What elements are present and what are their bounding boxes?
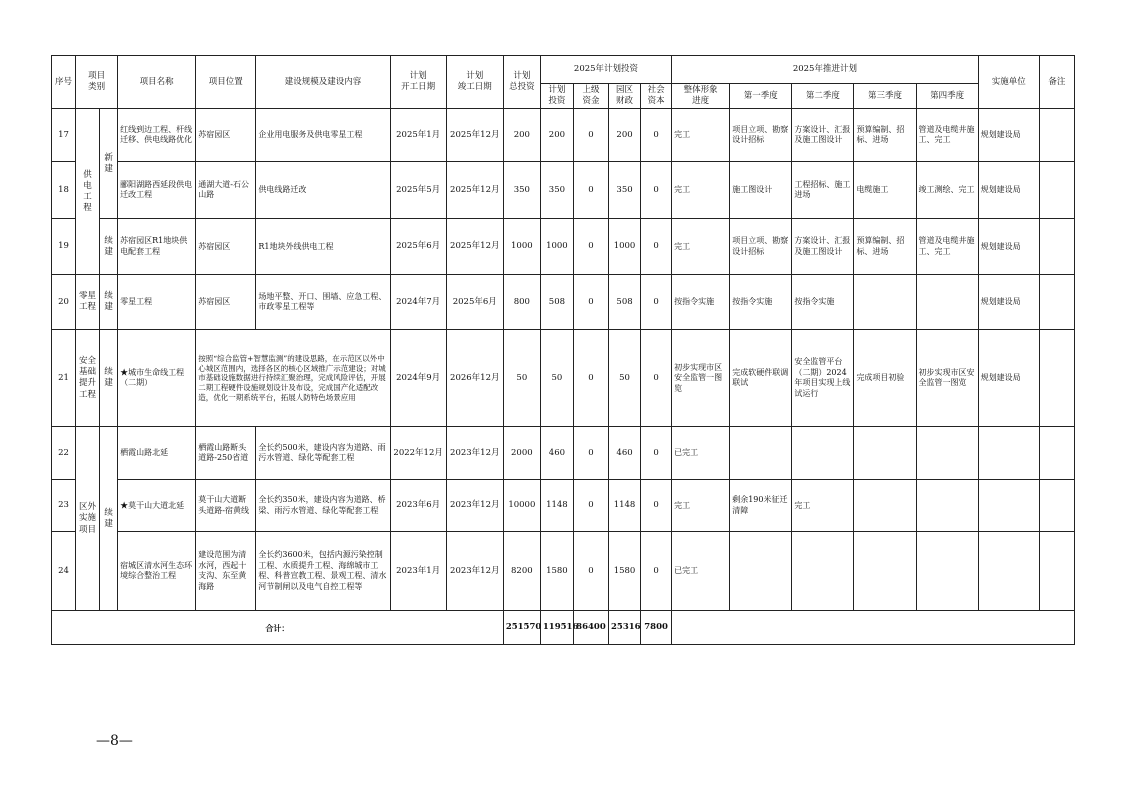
row-q4	[916, 427, 978, 480]
row-total: 50	[503, 330, 540, 427]
row-note	[1039, 532, 1074, 611]
header-progress-group: 2025年推进计划	[672, 56, 979, 84]
row-q4	[916, 532, 978, 611]
row-scale: 全长约500米，建设内容为道路、雨污水管道、绿化等配套工程	[256, 427, 390, 480]
header-start: 计划 开工日期	[390, 56, 446, 109]
row-park: 1580	[609, 532, 641, 611]
row-scale: 全长约3600米，包括内源污染控制工程、水质提升工程、海绵城市工程、科普宣教工程、景观工程、清水河节制闸以及电气自控工程等	[256, 532, 390, 611]
row-finish: 2025年12月	[446, 109, 503, 162]
row-finish: 2025年12月	[446, 219, 503, 275]
row-total: 2000	[503, 427, 540, 480]
row-park: 508	[609, 275, 641, 330]
totals-plan: 119516	[540, 611, 573, 645]
row-seq: 17	[52, 109, 76, 162]
row-note	[1039, 162, 1074, 219]
row-total: 10000	[503, 480, 540, 532]
row-finish: 2026年12月	[446, 330, 503, 427]
header-note: 备注	[1039, 56, 1074, 109]
row-start: 2024年7月	[390, 275, 446, 330]
row-total: 800	[503, 275, 540, 330]
subcategory-zero-cont	[100, 275, 118, 330]
row-name: 宿城区清水河生态环境综合整治工程	[118, 532, 196, 611]
row-social: 0	[641, 480, 672, 532]
subcategory-outside-cont	[100, 427, 118, 611]
table-row	[52, 109, 1075, 162]
row-park: 460	[609, 427, 641, 480]
row-scale: 企业用电服务及供电零星工程	[256, 109, 390, 162]
row-start: 2025年6月	[390, 219, 446, 275]
row-park: 350	[609, 162, 641, 219]
subcategory-power-new	[100, 109, 118, 219]
row-overall: 已完工	[672, 427, 730, 480]
investment-plan-table	[51, 55, 1075, 645]
row-q2: 安全监管平台（二期）2024年项目实现上线试运行	[792, 330, 854, 427]
row-overall: 完工	[672, 162, 730, 219]
header-plan-invest: 计划 投资	[540, 84, 573, 109]
row-q2	[792, 427, 854, 480]
row-overall: 按指令实施	[672, 275, 730, 330]
row-finish: 2025年12月	[446, 162, 503, 219]
row-unit: 规划建设局	[978, 219, 1039, 275]
row-plan: 350	[540, 162, 573, 219]
table-row	[52, 162, 1075, 219]
row-name: 栖霞山路北延	[118, 427, 196, 480]
row-q3	[854, 427, 916, 480]
row-location: 栖霞山路断头道路-250省道	[196, 427, 256, 480]
row-social: 0	[641, 427, 672, 480]
row-superior: 0	[573, 480, 608, 532]
table-row	[52, 427, 1075, 480]
category-power	[76, 109, 100, 275]
row-start: 2023年1月	[390, 532, 446, 611]
row-plan: 200	[540, 109, 573, 162]
row-superior: 0	[573, 109, 608, 162]
row-q2: 完工	[792, 480, 854, 532]
row-superior: 0	[573, 162, 608, 219]
row-plan: 1148	[540, 480, 573, 532]
table-row	[52, 532, 1075, 611]
row-park: 50	[609, 330, 641, 427]
category-outside	[76, 427, 100, 611]
category-safety-label: 安全基础提升工程	[79, 356, 97, 400]
subcategory-power-cont-label: 续建	[104, 235, 113, 257]
row-location: 通湖大道-石公山路	[196, 162, 256, 219]
header-q2: 第二季度	[792, 84, 854, 109]
totals-row	[52, 611, 1075, 645]
row-location: 建设范围为清水河，西起十支沟、东至黄海路	[196, 532, 256, 611]
header-row-1	[52, 56, 1075, 84]
row-unit	[978, 480, 1039, 532]
row-name: 零星工程	[118, 275, 196, 330]
header-q4: 第四季度	[916, 84, 978, 109]
row-q2: 按指令实施	[792, 275, 854, 330]
row-unit: 规划建设局	[978, 330, 1039, 427]
header-q1: 第一季度	[730, 84, 792, 109]
row-seq: 18	[52, 162, 76, 219]
row-total: 1000	[503, 219, 540, 275]
row-overall: 完工	[672, 219, 730, 275]
row-q4	[916, 480, 978, 532]
subcategory-safety-cont	[100, 330, 118, 427]
row-q3	[854, 275, 916, 330]
row-unit: 规划建设局	[978, 275, 1039, 330]
row-q4: 管道及电缆井施工、完工	[916, 219, 978, 275]
row-seq: 19	[52, 219, 76, 275]
header-invest-group: 2025年计划投资	[540, 56, 671, 84]
totals-superior: 86400	[573, 611, 608, 645]
header-category: 项目 类别	[76, 56, 118, 109]
row-q4: 初步实现市区安全监管一图览	[916, 330, 978, 427]
row-note	[1039, 427, 1074, 480]
subcategory-zero-cont-label: 续建	[104, 291, 113, 313]
row-park: 200	[609, 109, 641, 162]
row-unit: 规划建设局	[978, 162, 1039, 219]
row-social: 0	[641, 109, 672, 162]
row-scale: R1地块外线供电工程	[256, 219, 390, 275]
category-outside-label: 区外实施项目	[79, 502, 97, 535]
subcategory-outside-cont-label: 续建	[104, 507, 113, 529]
row-total: 8200	[503, 532, 540, 611]
row-q1: 项目立项、勘察设计招标	[730, 219, 792, 275]
row-social: 0	[641, 330, 672, 427]
row-overall: 已完工	[672, 532, 730, 611]
row-name: ★城市生命线工程（二期）	[118, 330, 196, 427]
row-q2	[792, 532, 854, 611]
row-location: 苏宿园区	[196, 275, 256, 330]
header-scale: 建设规模及建设内容	[256, 56, 390, 109]
row-superior: 0	[573, 330, 608, 427]
row-q4	[916, 275, 978, 330]
row-location: 苏宿园区	[196, 219, 256, 275]
header-superior: 上级 资金	[573, 84, 608, 109]
row-q1: 施工图设计	[730, 162, 792, 219]
row-start: 2025年5月	[390, 162, 446, 219]
row-social: 0	[641, 162, 672, 219]
row-name: 苏宿园区R1地块供电配套工程	[118, 219, 196, 275]
row-note	[1039, 275, 1074, 330]
subcategory-power-new-label: 新建	[104, 152, 113, 174]
row-superior: 0	[573, 427, 608, 480]
row-q4: 管道及电缆井施工、完工	[916, 109, 978, 162]
row-note	[1039, 480, 1074, 532]
category-zero-label: 零星工程	[79, 291, 97, 313]
totals-empty	[672, 611, 1075, 645]
row-q3: 预算编制、招标、进场	[854, 109, 916, 162]
row-total: 200	[503, 109, 540, 162]
row-q3	[854, 532, 916, 611]
row-q3: 完成项目初验	[854, 330, 916, 427]
row-scale: 供电线路迁改	[256, 162, 390, 219]
header-name: 项目名称	[118, 56, 196, 109]
row-overall: 初步实现市区安全监管一图览	[672, 330, 730, 427]
row-seq: 23	[52, 480, 76, 532]
row-q1: 剩余190米征迁清障	[730, 480, 792, 532]
row-scale: 按照“综合监管+智慧监测”的建设思路，在示范区以外中心城区范围内，选择各区的核心区域推广示范建设；对城市基础设施数据进行持续汇聚治理，完成风险评估，开展二期工程硬件设施规划设计及布设，完成国产化适配改造，优化一期系统平台，拓展人防特色场景应用	[196, 330, 390, 427]
subcategory-power-cont	[100, 219, 118, 275]
header-total: 计划 总投资	[503, 56, 540, 109]
subcategory-safety-cont-label: 续建	[104, 367, 113, 389]
row-q2: 方案设计、汇报及施工图设计	[792, 109, 854, 162]
row-seq: 24	[52, 532, 76, 611]
header-park: 园区 财政	[609, 84, 641, 109]
row-finish: 2023年12月	[446, 480, 503, 532]
row-q1	[730, 427, 792, 480]
header-unit: 实施单位	[978, 56, 1039, 109]
table-row	[52, 480, 1075, 532]
row-seq: 20	[52, 275, 76, 330]
row-note	[1039, 109, 1074, 162]
row-start: 2025年1月	[390, 109, 446, 162]
row-plan: 460	[540, 427, 573, 480]
header-social: 社会 资本	[641, 84, 672, 109]
row-social: 0	[641, 532, 672, 611]
row-unit	[978, 532, 1039, 611]
row-q2: 方案设计、汇报及施工图设计	[792, 219, 854, 275]
row-overall: 完工	[672, 480, 730, 532]
row-start: 2023年6月	[390, 480, 446, 532]
totals-label: 合计：	[52, 611, 504, 645]
row-superior: 0	[573, 532, 608, 611]
row-finish: 2023年12月	[446, 532, 503, 611]
row-social: 0	[641, 275, 672, 330]
category-power-label: 供电工程	[83, 169, 92, 214]
row-plan: 508	[540, 275, 573, 330]
row-scale: 场地平整、开口、围墙、应急工程、市政零星工程等	[256, 275, 390, 330]
row-note	[1039, 219, 1074, 275]
row-superior: 0	[573, 219, 608, 275]
row-note	[1039, 330, 1074, 427]
header-location: 项目位置	[196, 56, 256, 109]
row-name: ★莫干山大道北延	[118, 480, 196, 532]
totals-total: 251570	[503, 611, 540, 645]
table-row	[52, 330, 1075, 427]
row-start: 2022年12月	[390, 427, 446, 480]
row-name: 郦阳湖路西延段供电迁改工程	[118, 162, 196, 219]
row-scale: 全长约350米，建设内容为道路、桥梁、雨污水管道、绿化等配套工程	[256, 480, 390, 532]
row-total: 350	[503, 162, 540, 219]
row-superior: 0	[573, 275, 608, 330]
header-seq: 序号	[52, 56, 76, 109]
row-q1: 完成软硬件联调联试	[730, 330, 792, 427]
table-row	[52, 275, 1075, 330]
row-q1: 按指令实施	[730, 275, 792, 330]
header-finish: 计划 竣工日期	[446, 56, 503, 109]
row-plan: 1580	[540, 532, 573, 611]
row-q1	[730, 532, 792, 611]
row-plan: 1000	[540, 219, 573, 275]
row-finish: 2025年6月	[446, 275, 503, 330]
totals-social: 7800	[641, 611, 672, 645]
row-location: 莫干山大道断头道路-宿黄线	[196, 480, 256, 532]
table-row	[52, 219, 1075, 275]
category-zero	[76, 275, 100, 330]
page-number: —8—	[96, 733, 133, 749]
row-start: 2024年9月	[390, 330, 446, 427]
row-name: 红线到边工程、杆线迁移、供电线路优化	[118, 109, 196, 162]
row-park: 1148	[609, 480, 641, 532]
header-overall: 整体形象 进度	[672, 84, 730, 109]
row-q3	[854, 480, 916, 532]
row-overall: 完工	[672, 109, 730, 162]
row-q3: 电缆施工	[854, 162, 916, 219]
totals-park: 25316	[609, 611, 641, 645]
row-seq: 22	[52, 427, 76, 480]
header-q3: 第三季度	[854, 84, 916, 109]
row-park: 1000	[609, 219, 641, 275]
row-unit	[978, 427, 1039, 480]
row-seq: 21	[52, 330, 76, 427]
row-q2: 工程招标、施工进场	[792, 162, 854, 219]
row-finish: 2023年12月	[446, 427, 503, 480]
row-unit: 规划建设局	[978, 109, 1039, 162]
row-q3: 预算编制、招标、进场	[854, 219, 916, 275]
row-q1: 项目立项、勘察设计招标	[730, 109, 792, 162]
category-safety	[76, 330, 100, 427]
row-plan: 50	[540, 330, 573, 427]
row-social: 0	[641, 219, 672, 275]
row-q4: 竣工测绘、完工	[916, 162, 978, 219]
row-location: 苏宿园区	[196, 109, 256, 162]
